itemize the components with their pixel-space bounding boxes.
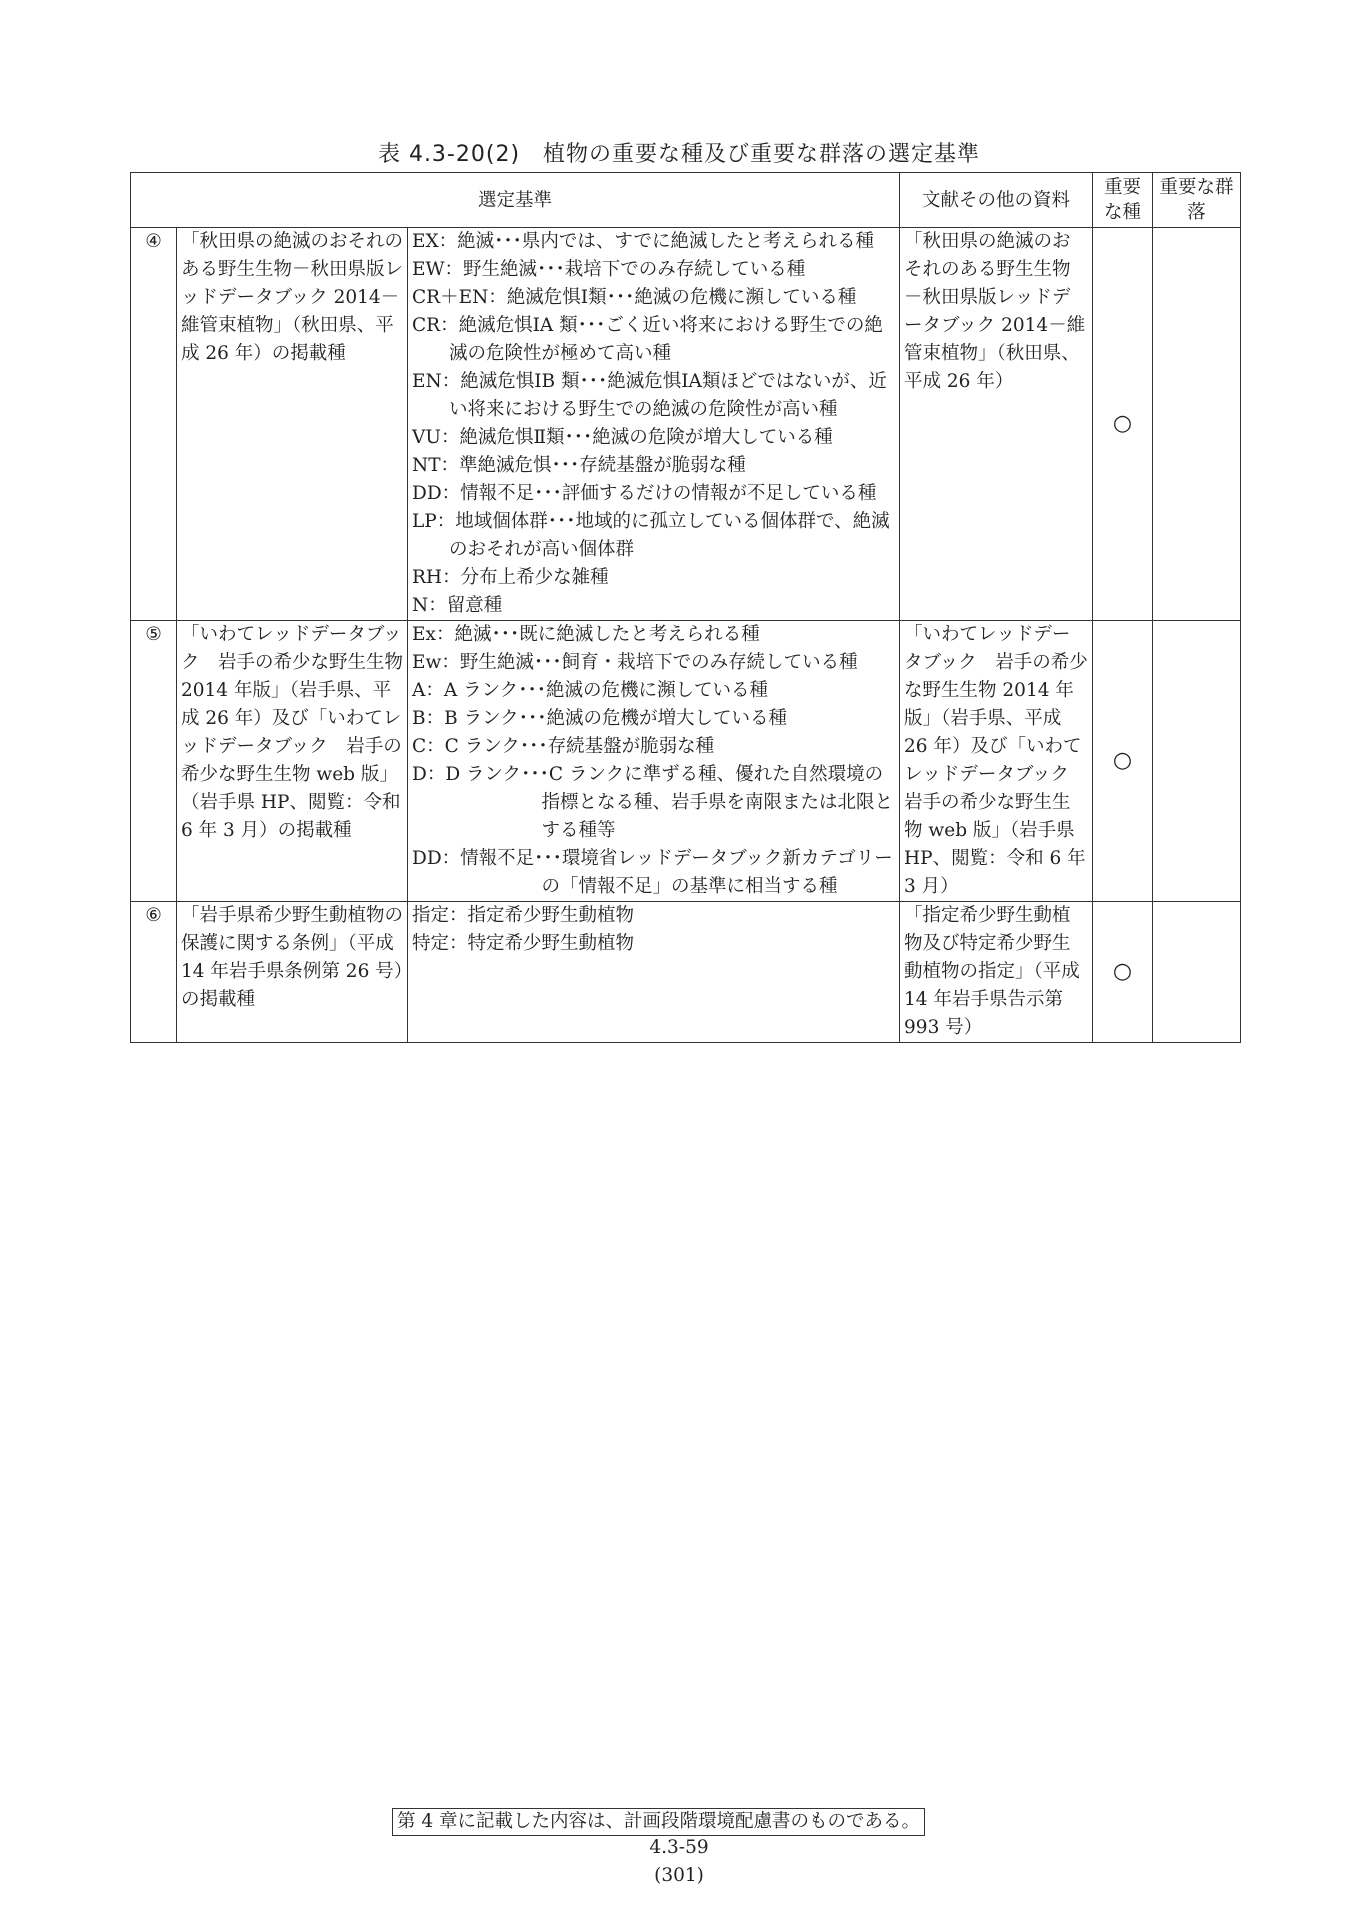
category-item: Ex：絶滅･･･既に絶滅したと考えられる種: [412, 624, 760, 645]
category-item: EW：野生絶滅･･･栽培下でのみ存続している種: [412, 259, 806, 280]
row-number: ⑤: [131, 621, 177, 902]
important-species-mark: ○: [1093, 228, 1153, 621]
table-row: [131, 228, 1241, 621]
page-sub-number: (301): [654, 1865, 704, 1886]
important-community-mark: [1153, 228, 1241, 621]
category-item: NT：準絶滅危惧･･･存続基盤が脆弱な種: [412, 455, 746, 476]
row-source: 「いわてレッドデータブック 岩手の希少な野生生物 2014 年版」（岩手県、平成 26 年）及び「いわてレッドデータブック 岩手の希少な野生生物 web 版」（岩手県 HP、閲覧：令和 6 年 3 月）の掲載種: [177, 621, 408, 902]
category-item: RH：分布上希少な雑種: [412, 567, 609, 588]
category-item: Ew：野生絶滅･･･飼育・栽培下でのみ存続している種: [412, 652, 858, 673]
important-community-mark: [1153, 621, 1241, 902]
header-criteria: 選定基準: [131, 173, 900, 228]
category-item: 指定：指定希少野生動植物: [412, 905, 635, 926]
category-item: CR：絶滅危惧ⅠA 類･･･ごく近い将来における野生での絶滅の危険性が極めて高い種: [412, 315, 883, 364]
row-documents: 「秋田県の絶滅のおそれのある野生生物－秋田県版レッドデータブック 2014－維管束植物」（秋田県、平成 26 年）: [900, 228, 1093, 621]
page-number: 4.3-59: [649, 1837, 709, 1858]
important-species-mark: ○: [1093, 621, 1153, 902]
table-row: [131, 621, 1241, 902]
header-important-community: 重要な群落: [1153, 173, 1241, 228]
category-item: C：C ランク･･･存続基盤が脆弱な種: [412, 736, 715, 757]
important-community-mark: [1153, 902, 1241, 1043]
row-categories: [408, 228, 900, 621]
category-item: 特定：特定希少野生動植物: [412, 933, 635, 954]
category-item: DD：情報不足･･･評価するだけの情報が不足している種: [412, 483, 877, 504]
table-header-row: [131, 173, 1241, 228]
row-source: 「岩手県希少野生動植物の保護に関する条例」（平成 14 年岩手県条例第 26 号）の掲載種: [177, 902, 408, 1043]
category-item: LP：地域個体群･･･地域的に孤立している個体群で、絶滅のおそれが高い個体群: [412, 511, 890, 560]
category-item: B：B ランク･･･絶滅の危機が増大している種: [412, 708, 787, 729]
category-item: N：留意種: [412, 595, 503, 616]
category-item: CR＋EN：絶滅危惧Ⅰ類･･･絶滅の危機に瀕している種: [412, 287, 857, 308]
row-number: ⑥: [131, 902, 177, 1043]
header-documents: 文献その他の資料: [900, 173, 1093, 228]
category-item: DD：情報不足･･･環境省レッドデータブック新カテゴリーの「情報不足」の基準に相当する種: [412, 848, 893, 897]
table-row: [131, 902, 1241, 1043]
table-title: 表 4.3-20(2) 植物の重要な種及び重要な群落の選定基準: [377, 142, 981, 167]
important-species-mark: ○: [1093, 902, 1153, 1043]
row-number: ④: [131, 228, 177, 621]
row-categories: [408, 902, 900, 1043]
category-item: A：A ランク･･･絶滅の危機に瀕している種: [412, 680, 768, 701]
category-item: VU：絶滅危惧Ⅱ類･･･絶滅の危険が増大している種: [412, 427, 833, 448]
row-source: 「秋田県の絶滅のおそれのある野生生物－秋田県版レッドデータブック 2014－維管束植物」（秋田県、平成 26 年）の掲載種: [177, 228, 408, 621]
category-item: EX：絶滅･･･県内では、すでに絶滅したと考えられる種: [412, 231, 874, 252]
category-item: EN：絶滅危惧ⅠB 類･･･絶滅危惧ⅠA類ほどではないが、近い将来における野生での絶滅の危険性が高い種: [412, 371, 887, 420]
row-documents: 「いわてレッドデータブック 岩手の希少な野生生物 2014 年版」（岩手県、平成 26 年）及び「いわてレッドデータブック 岩手の希少な野生生物 web 版」（岩手県 HP、閲覧：令和 6 年 3 月）: [900, 621, 1093, 902]
header-important-species: 重要な種: [1093, 173, 1153, 228]
footer-note: 第 4 章に記載した内容は、計画段階環境配慮書のものである。: [392, 1808, 925, 1836]
category-item: D：D ランク･･･C ランクに準ずる種、優れた自然環境の指標となる種、岩手県を南限または北限とする種等: [412, 764, 894, 841]
selection-criteria-table: [130, 172, 1241, 1043]
row-documents: 「指定希少野生動植物及び特定希少野生動植物の指定」（平成 14 年岩手県告示第 993 号）: [900, 902, 1093, 1043]
row-categories: [408, 621, 900, 902]
